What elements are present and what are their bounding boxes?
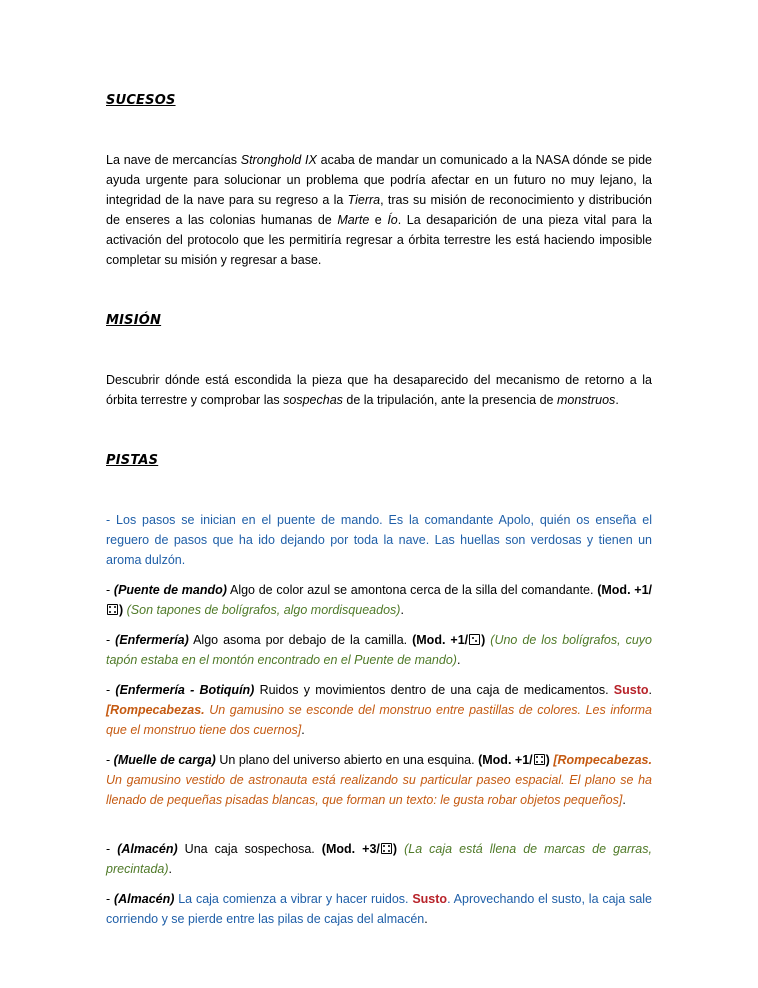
modifier-label: (Mod. +1/ (412, 633, 469, 647)
modifier-label: (Mod. +1/ (478, 753, 533, 767)
modifier-label: (Mod. +1/ (597, 583, 652, 597)
clue-item-almacen-vibra: - (Almacén) La caja comienza a vibrar y hacer ruidos. Susto. Aprovechando el susto, la caja sale corriendo y se pierde entre las pilas de cajas del almacén. (106, 892, 653, 926)
sucesos-paragraph: La nave de mercancías Stronghold IX acaba de mandar un comunicado a la NASA dónde se pide ayuda urgente para solucionar un problema que podría afectar en un futuro no muy lejano, la integridad de la nave para su regreso a la Tierra, tras su misión de reconocimiento y distribución de enseres a las colonias humanas de Marte e Ío. La desaparición de una pieza vital para la activación del protocolo que les permitiría regresar a órbita terrestre les está haciendo imposible completar su misión y regresar a base. (106, 153, 652, 267)
susto-label: Susto (613, 683, 649, 697)
die-two-icon (469, 634, 480, 645)
susto-label: Susto (412, 892, 448, 906)
die-four-icon (381, 843, 392, 854)
clue-item-muelle-de-carga: - (Muelle de carga) Un plano del universo abierto en una esquina. (Mod. +1/ ) [Rompecabezas. Un gamusino vestido de astronauta está realizando su particular paseo espacial. El plano se ha llenado de pequeñas pisadas blancas, que forman un texto: le gusta robar objetos pequeños]. (106, 753, 652, 807)
section-heading-sucesos: SUCESOS (106, 93, 176, 108)
mision-paragraph: Descubrir dónde está escondida la pieza que ha desaparecido del mecanismo de retorno a la órbita terrestre y comprobar las sospechas de la tripulación, ante la presencia de monstruos. (106, 373, 652, 407)
modifier-label: (Mod. +3/ (321, 842, 380, 856)
clue-item-pasos: - Los pasos se inician en el puente de mando. Es la comandante Apolo, quién os enseña el reguero de pasos que ha ido dejando por toda la nave. Las huellas son verdosas y tienen un aroma dulzón. (106, 513, 652, 567)
die-four-icon (107, 604, 118, 615)
clue-item-puente-de-mando: - (Puente de mando) Algo de color azul se amontona cerca de la silla del comandante. (Mod. +1/ ) (Son tapones de bolígrafos, algo mordisqueados). (106, 583, 652, 617)
clue-item-botiquin: - (Enfermería - Botiquín) Ruidos y movimientos dentro de una caja de medicamentos. Susto. [Rompecabezas. Un gamusino se esconde del monstruo entre pastillas de colores. Les informa que el monstruo tiene dos cuernos]. (106, 683, 652, 737)
section-heading-pistas: PISTAS (106, 453, 159, 468)
die-four-icon (534, 754, 545, 765)
clue-item-almacen-caja: - (Almacén) Una caja sospechosa. (Mod. +3/ ) (La caja está llena de marcas de garras, precintada). (106, 842, 652, 876)
clue-item-enfermeria: - (Enfermería) Algo asoma por debajo de la camilla. (Mod. +1/ ) (Uno de los bolígrafos, cuyo tapón estaba en el montón encontrado en el Puente de mando). (106, 633, 652, 667)
section-heading-mision: MISIÓN (106, 313, 162, 328)
